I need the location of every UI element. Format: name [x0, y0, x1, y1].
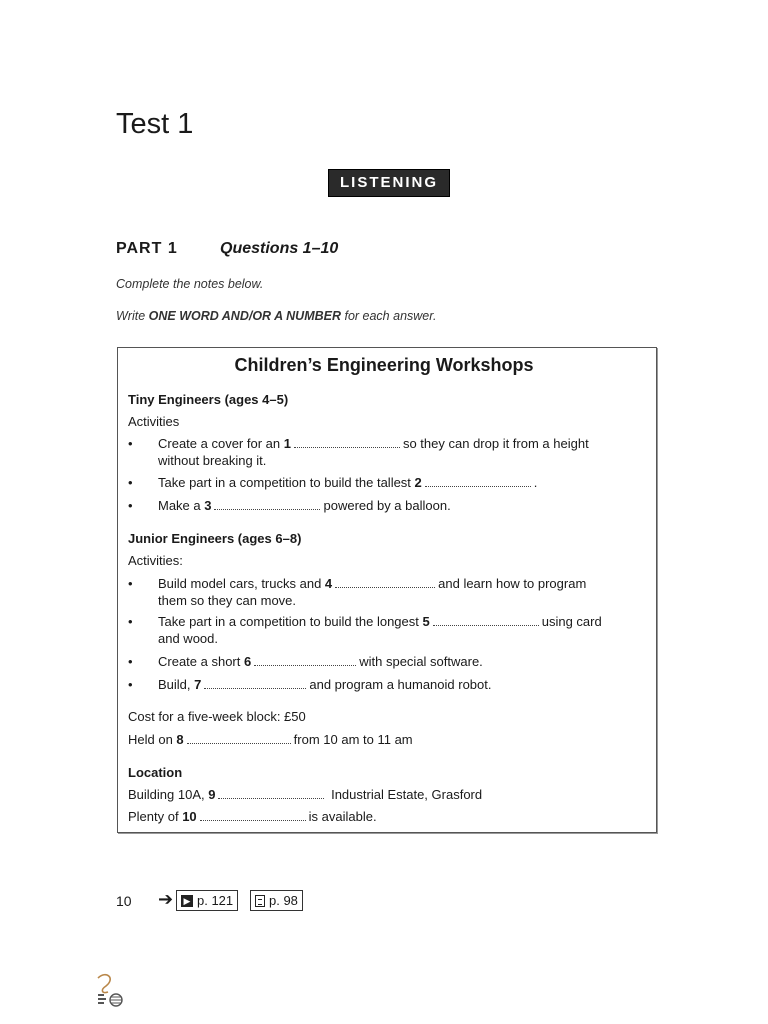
answer-blank[interactable]: [187, 733, 291, 744]
answer-blank[interactable]: [294, 437, 400, 448]
reference-page: p. 98: [269, 893, 298, 908]
junior-item-5: Take part in a competition to build the longest 5 using card: [158, 614, 602, 629]
questions-range: Questions 1–10: [220, 240, 339, 257]
question-number: 7: [194, 677, 202, 692]
bullet: •: [128, 498, 133, 513]
answer-blank[interactable]: [200, 810, 306, 821]
notes-title: Children’s Engineering Workshops: [234, 355, 534, 375]
tiny-item-1-cont: without breaking it.: [158, 453, 267, 468]
publisher-logo-icon: [92, 972, 128, 1008]
location-line-9: Building 10A, 9 Industrial Estate, Grasford: [128, 787, 483, 802]
junior-heading: Junior Engineers (ages 6–8): [128, 531, 302, 546]
test-title: Test 1: [116, 108, 194, 140]
arrow-icon: ➔: [158, 889, 174, 909]
junior-subheading: Activities:: [128, 553, 183, 568]
location-line-10: Plenty of 10 is available.: [128, 809, 377, 824]
junior-item-6: Create a short 6 with special software.: [158, 654, 483, 669]
instruction-complete: Complete the notes below.: [116, 277, 264, 291]
held-on-line: Held on 8 from 10 am to 11 am: [128, 732, 413, 747]
part-heading: [116, 240, 339, 258]
bullet: •: [128, 654, 133, 669]
question-number: 9: [208, 787, 216, 802]
junior-item-7: Build, 7 and program a humanoid robot.: [158, 677, 492, 692]
instruction-word-limit: Write ONE WORD AND/OR A NUMBER for each answer.: [116, 309, 437, 323]
answer-blank[interactable]: [214, 499, 320, 510]
bullet: •: [128, 475, 133, 490]
tiny-item-2: Take part in a competition to build the tallest 2 .: [158, 475, 538, 490]
question-number: 2: [414, 475, 422, 490]
part-label: PART 1: [116, 240, 178, 257]
location-heading: Location: [128, 765, 183, 780]
cost-line: Cost for a five-week block: £50: [128, 709, 306, 724]
question-number: 5: [422, 614, 430, 629]
tiny-item-1: Create a cover for an 1 so they can drop it from a height: [158, 436, 589, 451]
question-number: 10: [182, 809, 197, 824]
audioscript-reference[interactable]: [176, 890, 238, 911]
tiny-subheading: Activities: [128, 414, 180, 429]
answer-blank[interactable]: [433, 615, 539, 626]
junior-item-4-cont: them so they can move.: [158, 593, 297, 608]
tiny-item-3: Make a 3 powered by a balloon.: [158, 498, 451, 513]
section-badge: LISTENING: [328, 169, 450, 197]
answer-blank[interactable]: [425, 476, 531, 487]
question-number: 8: [176, 732, 184, 747]
bullet: •: [128, 677, 133, 692]
reference-page: p. 121: [197, 893, 234, 908]
answer-blank[interactable]: [204, 678, 306, 689]
bullet: •: [128, 576, 133, 591]
question-number: 6: [244, 654, 252, 669]
bullet: •: [128, 614, 133, 629]
bullet: •: [128, 436, 133, 451]
document-icon: [255, 895, 265, 907]
page-number: 10: [116, 893, 132, 909]
junior-item-5-cont: and wood.: [158, 631, 218, 646]
audio-icon: ▶: [181, 895, 193, 907]
question-number: 1: [283, 436, 291, 451]
question-number: 4: [324, 576, 333, 591]
question-number: 3: [204, 498, 212, 513]
answer-blank[interactable]: [335, 577, 435, 588]
junior-item-4: Build model cars, trucks and 4 and learn how to program: [158, 576, 587, 591]
answer-key-reference[interactable]: [250, 890, 303, 911]
answer-blank[interactable]: [254, 655, 356, 666]
tiny-heading: Tiny Engineers (ages 4–5): [128, 392, 289, 407]
answer-blank[interactable]: [218, 788, 324, 799]
